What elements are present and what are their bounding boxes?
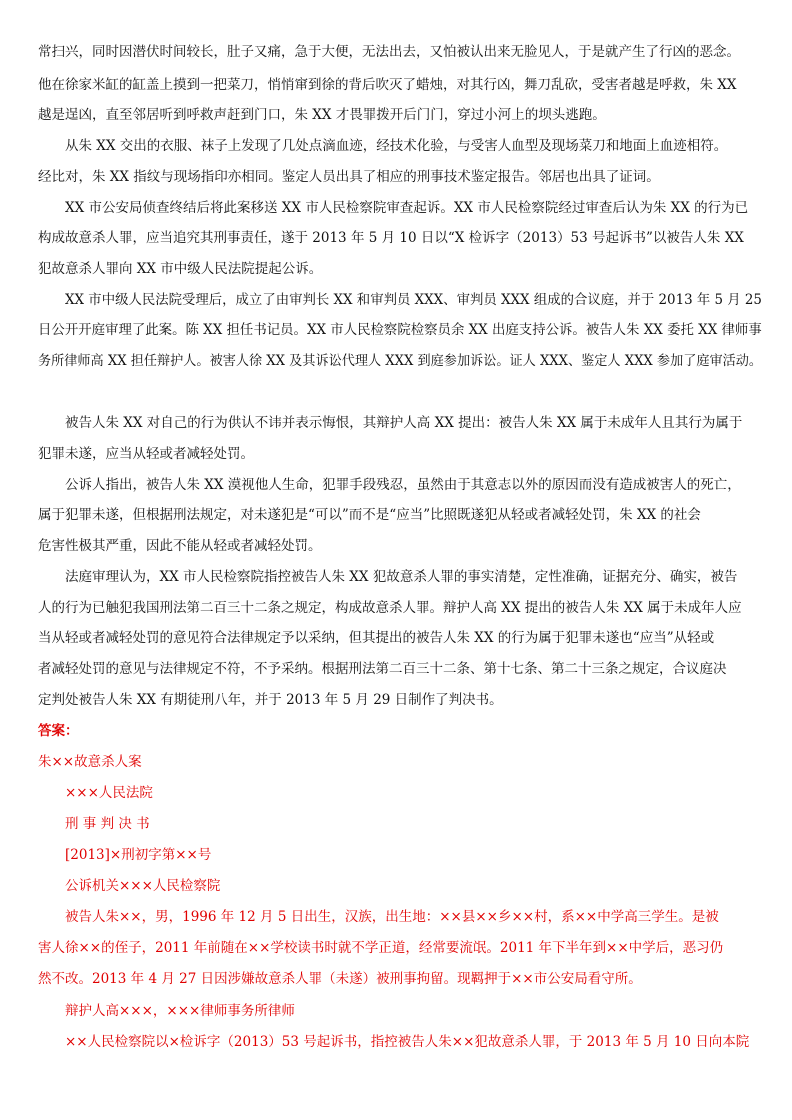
body-line: 日公开开庭审理了此案。陈 XX 担任书记员。XX 市人民检察院检察员余 XX 出庭支持公诉。被告人朱 XX 委托 XX 律师事 — [38, 322, 762, 338]
body-line: 人的行为已触犯我国刑法第二百三十二条之规定，构成故意杀人罪。辩护人高 XX 提出的被告人朱 XX 属于未成年人应 — [38, 600, 742, 616]
body-line: 犯故意杀人罪向 XX 市中级人民法院提起公诉。 — [38, 261, 323, 277]
body-line: 者减轻处罚的意见与法律规定不符，不予采纳。根据刑法第二百三十二条、第十七条、第二十三条之规定，合议庭决 — [38, 661, 727, 677]
answer-line: 然不改。2013 年 4 月 27 日因涉嫌故意杀人罪（未遂）被刑事拘留。现羁押于××市公安局看守所。 — [38, 971, 642, 987]
answer-line: [2013]×刑初字第××号 — [65, 847, 212, 863]
body-line: 法庭审理认为，XX 市人民检察院指控被告人朱 XX 犯故意杀人罪的事实清楚，定性准确，证据充分、确实，被告 — [65, 569, 738, 585]
body-line: 犯罪未遂，应当从轻或者减轻处罚。 — [38, 446, 254, 462]
answer-line: ××人民检察院以×检诉字（2013）53 号起诉书，指控被告人朱××犯故意杀人罪，于 2013 年 5 月 10 日向本院 — [65, 1034, 750, 1050]
body-line: 常扫兴，同时因潜伏时间较长，肚子又痛，急于大便，无法出去，又怕被认出来无脸见人，于是就产生了行凶的恶念。 — [38, 44, 740, 60]
answer-line: 刑 事 判 决 书 — [65, 816, 150, 832]
body-line: 从朱 XX 交出的衣服、袜子上发现了几处点滴血迹，经技术化验，与受害人血型及现场菜刀和地面上血迹相符。 — [65, 138, 728, 154]
answer-line: 被告人朱××，男，1996 年 12 月 5 日出生，汉族，出生地：××县××乡××村，系××中学高三学生。是被 — [65, 909, 719, 925]
answer-line: ×××人民法院 — [65, 785, 153, 801]
answer-line: 朱××故意杀人案 — [38, 754, 142, 770]
body-line: 他在徐家米缸的缸盖上摸到一把菜刀，悄悄窜到徐的背后吹灭了蜡烛，对其行凶，舞刀乱砍，受害者越是呼救，朱 XX — [38, 77, 737, 93]
body-line: 公诉人指出，被告人朱 XX 漠视他人生命，犯罪手段残忍，虽然由于其意志以外的原因而没有造成被害人的死亡， — [65, 477, 741, 493]
body-line: 定判处被告人朱 XX 有期徒刑八年，并于 2013 年 5 月 29 日制作了判决书。 — [38, 692, 503, 708]
answer-line: 害人徐××的侄子，2011 年前随在××学校读书时就不学正道，经常要流氓。2011 年下半年到××中学后，恶习仍 — [38, 940, 724, 956]
body-line: 越是逞凶，直至邻居听到呼救声赶到门口，朱 XX 才畏罪拨开后门门，穿过小河上的坝头逃跑。 — [38, 107, 606, 123]
body-line: 被告人朱 XX 对自己的行为供认不讳并表示悔恨，其辩护人高 XX 提出：被告人朱 XX 属于未成年人且其行为属于 — [65, 415, 743, 431]
body-line: 经比对，朱 XX 指纹与现场指印亦相同。鉴定人员出具了相应的刑事技术鉴定报告。邻居也出具了证词。 — [38, 169, 660, 185]
body-line: 当从轻或者减轻处罚的意见符合法律规定予以采纳，但其提出的被告人朱 XX 的行为属于犯罪未遂也“应当”从轻或 — [38, 630, 715, 646]
body-line: XX 市公安局侦查终结后将此案移送 XX 市人民检察院审查起诉。XX 市人民检察院经过审查后认为朱 XX 的行为已 — [65, 200, 749, 216]
body-line: XX 市中级人民法院受理后，成立了由审判长 XX 和审判员 XXX、审判员 XXX 组成的合议庭，并于 2013 年 5 月 25 — [65, 292, 762, 308]
body-line: 务所律师高 XX 担任辩护人。被害人徐 XX 及其诉讼代理人 XXX 到庭参加诉讼。证人 XXX、鉴定人 XXX 参加了庭审活动。 — [38, 353, 763, 369]
body-line: 构成故意杀人罪，应当追究其刑事责任，遂于 2013 年 5 月 10 日以“X 检诉字（2013）53 号起诉书”以被告人朱 XX — [38, 230, 744, 246]
answer-label: 答案： — [38, 723, 79, 739]
answer-line: 公诉机关×××人民检察院 — [65, 878, 221, 894]
body-line: 危害性极其严重，因此不能从轻或者减轻处罚。 — [38, 538, 322, 554]
body-line: 属于犯罪未遂，但根据刑法规定，对未遂犯是“可以”而不是“应当”比照既遂犯从轻或者减轻处罚，朱 XX 的社会 — [38, 507, 701, 523]
answer-line: 辩护人高×××，×××律师事务所律师 — [65, 1003, 295, 1019]
